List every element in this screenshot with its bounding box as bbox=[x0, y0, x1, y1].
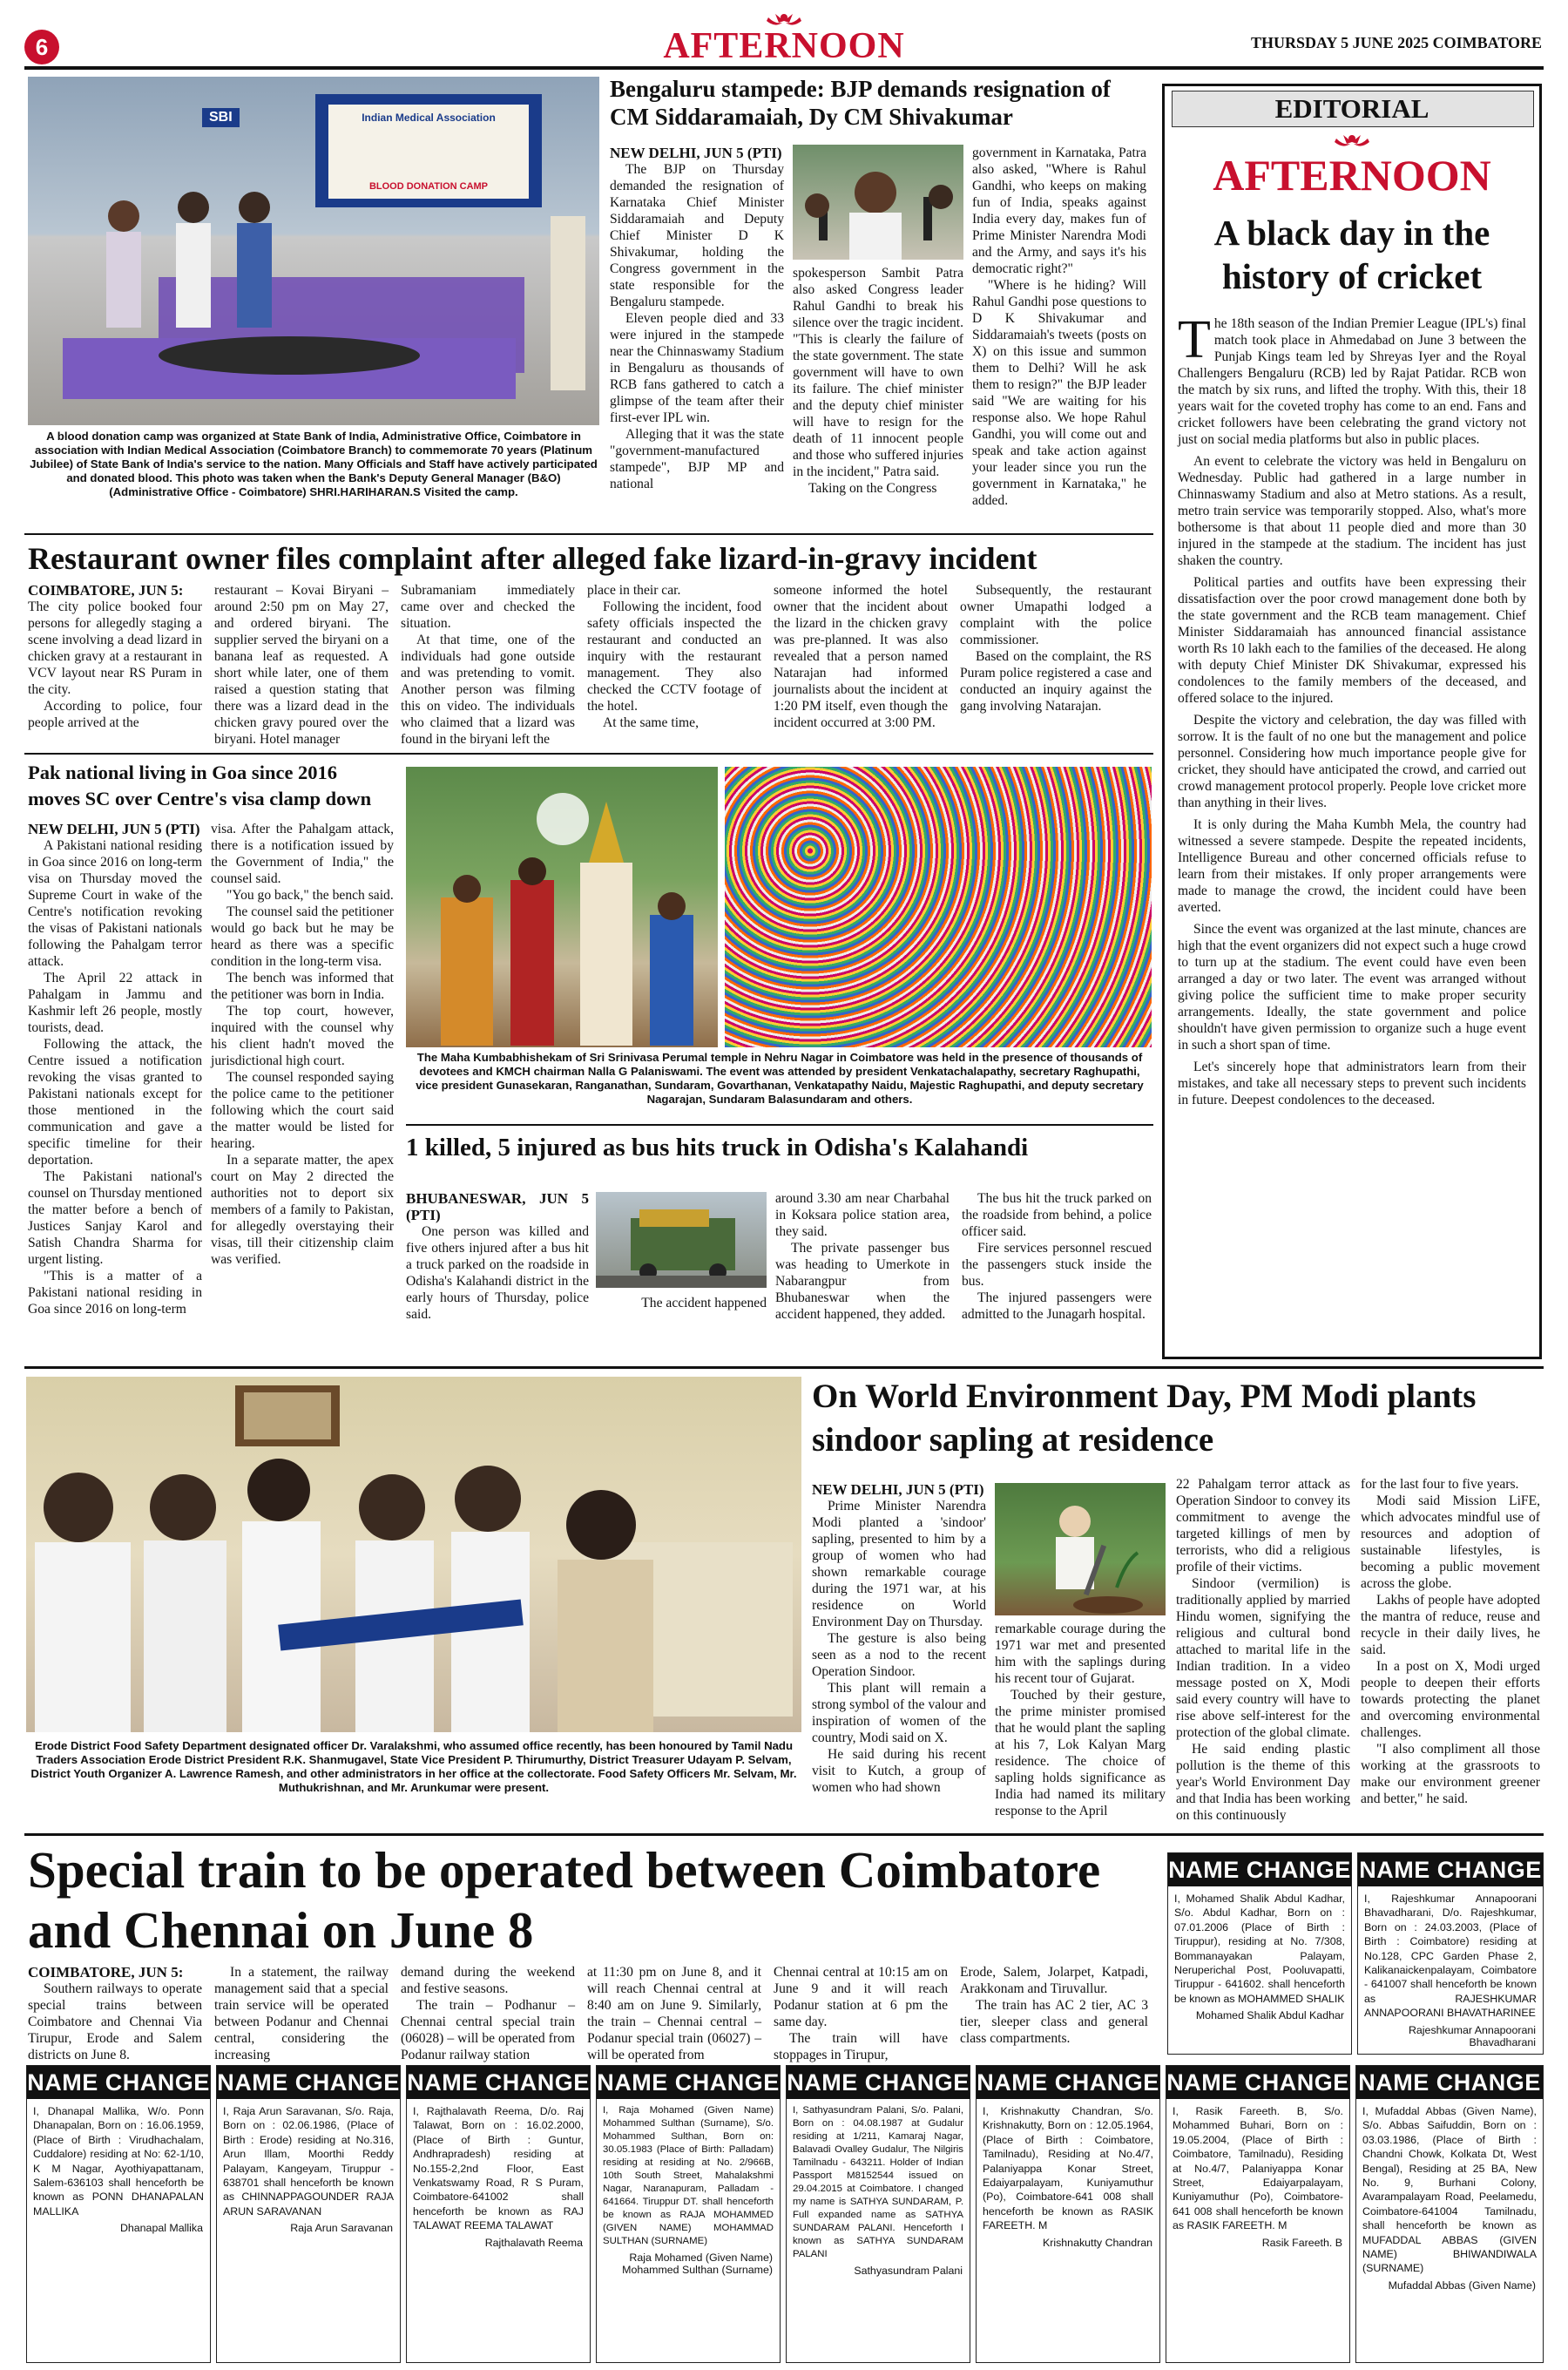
bus-para: Fire services personnel rescued the passengers stuck inside the bus. bbox=[962, 1241, 1152, 1289]
train-para: Erode, Salem, Jolarpet, Katpadi, Arakkonam and Tiruvallur. bbox=[960, 1965, 1148, 1996]
modi-col4 bbox=[1361, 1476, 1540, 1807]
erode-caption: Erode District Food Safety Department designated officer Dr. Varalakshmi, who assumed office recently, has been honoured by Tamil Nadu Traders Association Erode District President R.K. Shanmugavel, State Vice President P. Thirumurthy, District Treasurer Udayam P. Selvam, District Youth Organizer A. Lawrence Ramesh, and other administrators in her office at the collectorate. Food Safety Officers Mr. Selvam, Mr. Muthukrishnan, and Mr. Arunkumar were present. bbox=[30, 1739, 797, 1794]
section-rule bbox=[24, 1833, 1544, 1836]
name-change-ad bbox=[26, 2065, 211, 2363]
name-change-title: NAME CHANGE bbox=[787, 2066, 970, 2099]
modi-para: The gesture is also being seen as a nod to the recent Operation Sindoor. bbox=[812, 1631, 986, 1679]
lizard-para: At the same time, bbox=[603, 715, 699, 730]
lizard-col2 bbox=[214, 582, 389, 748]
name-change-signature: Mohamed Shalik Abdul Kadhar bbox=[1195, 2009, 1344, 2022]
name-change-title: NAME CHANGE bbox=[217, 2066, 400, 2099]
modi-para: 22 Pahalgam terror attack as Operation Sindoor to convey its commitment to avenge the targeted killings of men by terrorists, who did a religious profile of their victims. bbox=[1176, 1477, 1350, 1574]
name-change-ad bbox=[976, 2065, 1160, 2363]
blood-camp-photo bbox=[28, 77, 599, 425]
erode-photo bbox=[26, 1377, 801, 1732]
pak-col2 bbox=[211, 821, 394, 1268]
bus-para: One person was killed and five others injured after a bus hit a truck parked on the roadside in Odisha's Kalahandi district in the early hours of Thursday, police said. bbox=[406, 1224, 589, 1322]
name-change-title: NAME CHANGE bbox=[27, 2066, 210, 2099]
modi-para: Touched by their gesture, the prime minister promised that he would plant the sapling at his 7, Lok Kalyan Marg residence. The choice of sapling holds significance as India had named its military response to the April bbox=[995, 1688, 1166, 1818]
editorial-drop-cap: T bbox=[1178, 310, 1211, 369]
name-change-ad bbox=[216, 2065, 401, 2363]
name-change-title: NAME CHANGE bbox=[597, 2066, 780, 2099]
name-change-ad bbox=[1357, 1852, 1544, 2055]
name-change-title: NAME CHANGE bbox=[977, 2066, 1159, 2099]
lizard-para: place in their car. bbox=[587, 583, 681, 598]
lizard-col4 bbox=[587, 582, 761, 731]
pak-para: Following the attack, the Centre issued a notification revoking the visas granted to Pakistani nationals except for those mentioned in the communication and gave a specific timeline for their deportation. bbox=[28, 1037, 202, 1168]
bus-headline: 1 killed, 5 injured as bus hits truck in Odisha's Kalahandi bbox=[406, 1134, 1029, 1161]
train-col5 bbox=[774, 1964, 948, 2063]
lizard-para: Based on the complaint, the RS Puram police registered a case and conducted an inquiry against the gang involving Natarajan. bbox=[960, 649, 1152, 714]
train-para: The train will have stoppages in Tirupur, bbox=[774, 2031, 948, 2062]
name-change-ad bbox=[786, 2065, 970, 2363]
train-para: Chennai central at 10:15 am on June 9 and it will reach Podanur station at 6 pm the same day. bbox=[774, 1965, 948, 2029]
bjp-col3 bbox=[972, 145, 1146, 509]
name-change-signature: Rajthalavath Reema bbox=[484, 2236, 583, 2249]
bjp-headline: Bengaluru stampede: BJP demands resignation of CM Siddaramaiah, Dy CM Shivakumar bbox=[610, 76, 1111, 130]
name-change-body: I, Raja Mohamed (Given Name) Mohammed Sulthan (Surname), S/o. Mohammed Sulthan, Born on: 30.05.1983 (Place of Birth: Palladam) residing at residing at No. 2/966B, 10th South Street, Mahalakshmi Nagar, Naranapuram, Palladam - 641664. Tiruppur DT. shall henceforth be known as RAJA MOHAMMED (GIVEN NAME) MOHAMMAD SULTHAN (SURNAME) bbox=[603, 2105, 774, 2246]
pak-col1 bbox=[28, 821, 202, 1317]
train-para: at 11:30 pm on June 8, and it will reach Chennai central at 8:40 am on June 9. Similarly, the train – Chennai central – Podanur special train (06027) – will be operated from bbox=[587, 1965, 761, 2062]
name-change-body: I, Mufaddal Abbas (Given Name), S/o. Abbas Saifuddin, Born on : 03.03.1986, (Place of Birth : Chandni Chowk, Kolkata Dt, West Bengal), Residing at 25 BA, New No. 9, Burhani Colony, Avarampalayam Road, Peelamedu, Coimbatore-641004 Tamilnadu, shall henceforth be known as MUFADDAL ABBAS (GIVEN NAME) BHIWANDIWALA (SURNAME) bbox=[1362, 2105, 1537, 2275]
temple-photo-left bbox=[406, 767, 718, 1047]
train-para: demand during the weekend and festive seasons. bbox=[401, 1965, 575, 1996]
train-para: The train has AC 2 tier, AC 3 tier, sleeper class and general class compartments. bbox=[960, 1998, 1148, 2046]
pak-para: The Pakistani national's counsel on Thursday mentioned the matter before a bench of Justices Sanjay Karol and Satish Chandra Sharma for urgent listing. bbox=[28, 1169, 202, 1267]
bjp-para: "Where is he hiding? Will Rahul Gandhi pose questions to D K Shivakumar and Siddaramaiah's tweets (posts on X) on this issue and summon them to Delhi? Will he ask them to resign?" the BJP leader said "We are waiting for his response also. We hope Rahul Gandhi, you will come out and speak and take action against your leader since you run the government in Karnataka," he added. bbox=[972, 278, 1146, 508]
lizard-col6 bbox=[960, 582, 1152, 714]
bus-dateline: BHUBANESWAR, JUN 5 (PTI) bbox=[406, 1190, 589, 1223]
modi-para: "I also compliment all those working at the grassroots to make our environment greener and better," he said. bbox=[1361, 1742, 1540, 1806]
name-change-title: NAME CHANGE bbox=[1168, 1853, 1351, 1886]
modi-para: Prime Minister Narendra Modi planted a 'sindoor' sapling, presented to him by a group of women who had shown remarkable courage during the 1971 war, at his residence on World Environment Day on Thursday. bbox=[812, 1499, 986, 1629]
name-change-title: NAME CHANGE bbox=[407, 2066, 590, 2099]
name-change-body: I, Rasik Fareeth. B, S/o. Mohammed Buhari, Born on : 19.05.2004, (Place of Birth : Coimbatore, Tamilnadu), Residing at No.4/7, Palaniyappa Konar Street, Edaiyarpalayam, Kuniyamuthur (Po), Coimbatore-641 008 shall henceforth be known as RASIK FAREETH. M bbox=[1173, 2105, 1343, 2232]
name-change-signature: Raja Mohamed (Given Name) Mohammed Sulthan (Surname) bbox=[622, 2252, 773, 2276]
name-change-ad bbox=[1166, 2065, 1350, 2363]
pak-para: "You go back," the bench said. bbox=[226, 888, 394, 903]
bus-para: around 3.30 am near Charbahal in Koksara police station area, they said. bbox=[775, 1191, 950, 1239]
bjp-para: Eleven people died and 33 were injured in the stampede near the Chinnaswamy Stadium in Bengaluru as thousands of RCB fans gathered to catch a glimpse of the team after their first-ever IPL win. bbox=[610, 311, 784, 425]
lizard-col3 bbox=[401, 582, 575, 748]
lizard-col1 bbox=[28, 582, 202, 731]
lizard-para: Subsequently, the restaurant owner Umapathi lodged a complaint with the police commissioner. bbox=[960, 583, 1152, 647]
name-change-ad bbox=[596, 2065, 781, 2363]
bjp-para: Taking on the Congress bbox=[808, 481, 937, 496]
name-change-title: NAME CHANGE bbox=[1166, 2066, 1349, 2099]
modi-para: He said ending plastic pollution is the theme of this year's World Environment Day and that India has been working on this continuously bbox=[1176, 1742, 1350, 1823]
modi-para: This plant will remain a strong symbol of the valour and inspiration of women of the country, Modi said on X. bbox=[812, 1681, 986, 1745]
masthead-brand: AFTERNOON bbox=[663, 26, 905, 66]
train-headline: Special train to be operated between Coimbatore and Chennai on June 8 bbox=[28, 1841, 1101, 1959]
editorial-brand: AFTERNOON bbox=[1213, 151, 1491, 200]
pak-dateline: NEW DELHI, JUN 5 (PTI) bbox=[28, 821, 200, 837]
lizard-para: Subramaniam immediately came over and checked the situation. bbox=[401, 583, 575, 631]
train-col3 bbox=[401, 1964, 575, 2063]
name-change-signature: Dhanapal Mallika bbox=[119, 2222, 203, 2235]
bjp-dateline: NEW DELHI, JUN 5 (PTI) bbox=[610, 145, 782, 161]
name-change-title: NAME CHANGE bbox=[1358, 1853, 1543, 1886]
bjp-para: The BJP on Thursday demanded the resignation of Karnataka Chief Minister Siddaramaiah and Deputy Chief Minister D K Shivakumar, holding the Congress government in the state responsible for the Bengaluru stampede. bbox=[610, 162, 784, 309]
modi-col1 bbox=[812, 1481, 986, 1796]
editorial-body bbox=[1178, 310, 1526, 1108]
pak-para: The counsel responded saying the police came to the petitioner following which the court said the matter would be listed for hearing. bbox=[211, 1070, 394, 1151]
bus-para: The private passenger bus was heading to Umerkote in Nabarangpur from Bhubaneswar when the accident happened, they added. bbox=[775, 1241, 950, 1322]
name-change-signature: Rasik Fareeth. B bbox=[1261, 2236, 1342, 2249]
modi-para: In a post on X, Modi urged people to deepen their efforts towards protecting the planet and overcoming environmental challenges. bbox=[1361, 1659, 1540, 1740]
temple-caption: The Maha Kumbabhishekam of Sri Srinivasa Perumal temple in Nehru Nagar in Coimbatore was held in the presence of thousands of devotees and KMCH chairman Nalla G Palaniswami. The event was attended by president Venkatachalapathy, secretary Raghupathi, vice president Gunasekaran, Ranganathan, Sundaram, Govarthanan, Venkatapathy Naidu, Majestic Raghupathi, and deputy secretary Nagarajan, Sundaram Balasundaram and others. bbox=[416, 1051, 1144, 1106]
date-line: THURSDAY 5 JUNE 2025 COIMBATORE bbox=[1250, 34, 1542, 51]
section-rule bbox=[24, 1366, 1544, 1369]
pak-para: In a separate matter, the apex court on May 2 directed the authorities not to deport six members of a family to Pakistan, for allegedly overstaying their visas, till their citizenship claim was verified. bbox=[211, 1153, 394, 1267]
name-change-signature: Sathyasundram Palani bbox=[854, 2265, 963, 2277]
train-dateline: COIMBATORE, JUN 5: bbox=[28, 1964, 184, 1981]
editorial-para: Despite the victory and celebration, the day was filled with sorrow. It is the fault of no one but the management and police personnel. Considering how much importance people give for cricket, they should have anticipated the crowd, and carried out crowd management protocol properly. People love cricket more than anything in their lives. bbox=[1178, 713, 1526, 810]
train-para: The train – Podhanur – Chennai central special train (06028) – will be operated from Podanur railway station bbox=[401, 1998, 575, 2062]
name-change-ad bbox=[406, 2065, 591, 2363]
editorial-label: EDITORIAL bbox=[1274, 93, 1429, 124]
editorial-para: Since the event was organized at the last minute, chances are high that the event organizers did not expect such a huge crowd to turn up at the stadium. The event could have even been arranged a day or two later. The event was arranged without giving police the sufficient time to make proper security arrangements. Ideally, the state government and police shouldn't have given permission to organize such a huge event in such a short span of time. bbox=[1178, 922, 1526, 1053]
modi-para: remarkable courage during the 1971 war met and presented him with the saplings during his recent tour of Gujarat. bbox=[995, 1622, 1166, 1686]
bus-para: The injured passengers were admitted to the Junagarh hospital. bbox=[962, 1290, 1152, 1322]
bjp-col1 bbox=[610, 145, 784, 492]
modi-para: Lakhs of people have adopted the mantra of reduce, reuse and recycle in their daily lives, he said. bbox=[1361, 1593, 1540, 1657]
pak-para: A Pakistani national residing in Goa since 2016 on long-term visa on Thursday moved the Supreme Court in wake of the Centre's notification revoking the visas of Pakistani nationals following the Pahalgam terror attack. bbox=[28, 838, 202, 969]
name-change-signature: Krishnakutty Chandran bbox=[1042, 2236, 1152, 2249]
editorial-para: Let's sincerely hope that administrators learn from their mistakes, and take all necessary steps to prevent such incidents in future. Deepest condolences to the deceased. bbox=[1178, 1060, 1526, 1107]
editorial-logo-ornament bbox=[1324, 132, 1380, 152]
modi-col3 bbox=[1176, 1476, 1350, 1824]
editorial-para: Political parties and outfits have been expressing their dissatisfaction over the poor crowd management done both by the state government and the RCB team management. Chief Minister Siddaramaiah has announced financial assistance worth Rs 10 lakh each to the families of the deceased. He along with deputy Chief Minister DK Shivakumar, expressed his condolences to the family members of the deceased, and offered solace to the injured. bbox=[1178, 575, 1526, 706]
page-number-badge: 6 bbox=[24, 30, 59, 64]
editorial-para: An event to celebrate the victory was held in Bengaluru on Wednesday. Public had gathered in a large number in Chinnaswamy Stadium and also at Metro stations. As a result, metro train service was temporarily stopped. Also, what's more bothersome is that about 11 people died and more than 30 injured in the stampede at the stadium. The incident has just shaken the country. bbox=[1178, 454, 1526, 568]
bjp-photo bbox=[793, 145, 963, 260]
bus-col2 bbox=[775, 1190, 950, 1323]
section-rule bbox=[24, 753, 1153, 755]
bus-para: The bus hit the truck parked on the roadside from behind, a police officer said. bbox=[962, 1191, 1152, 1239]
train-para: In a statement, the railway management said that a special train service will be operated between Podanur and Chennai central, considering the increasing bbox=[214, 1965, 389, 2062]
blood-camp-banner-ima: Indian Medical Association bbox=[362, 112, 496, 124]
name-change-body: I, Krishnakutty Chandran, S/o. Krishnakutty, Born on : 12.05.1964, (Place of Birth : Coimbatore, Tamilnadu), Residing at No.4/7, Palaniyappa Konar Street, Edaiyarpalayam, Kuniyamuthur (Po), Coimbatore-641 008 shall henceforth be known as RASIK FAREETH. M bbox=[983, 2105, 1153, 2232]
lizard-para: restaurant – Kovai Biryani – around 2:50 pm on May 27, and ordered biryani. The supplier served the biryani on a banana leaf as requested. A short while later, one of them raised a question stating that there was a lizard dead in the chicken gravy poured over the biryani. Hotel manager bbox=[214, 583, 389, 747]
modi-dateline: NEW DELHI, JUN 5 (PTI) bbox=[812, 1481, 984, 1498]
name-change-ad bbox=[1167, 1852, 1352, 2055]
editorial-para: It is only during the Maha Kumbh Mela, the country had witnessed a severe stampede. Despite the repeated incidents, Intelligence Bureau and other concerned officials refuse to learn from their mistakes. If only proper arrangements were made to manage the crowd, the incident could have been averted. bbox=[1178, 817, 1526, 915]
editorial-headline: A black day in the history of cricket bbox=[1213, 213, 1490, 296]
name-change-body: I, Rajeshkumar Annapoorani Bhavadharani, D/o. Rajeshkumar, Born on : 24.03.2003, (Place of Birth : Coimbatore) residing at No.128, CPC Garden Phase 2, Kalikanaickenpalayam, Coimbatore - 641007 shall henceforth be known as RAJESHKUMAR ANNAPOORANI BHAVATHARINEE bbox=[1364, 1893, 1537, 2020]
pak-headline: Pak national living in Goa since 2016 moves SC over Centre's visa clamp down bbox=[28, 762, 372, 809]
pak-para: visa. After the Pahalgam attack, there is a notification issued by the Government of India," the counsel said. bbox=[211, 822, 394, 886]
modi-para: He said during his recent visit to Kutch, a group of women who had shown bbox=[812, 1747, 986, 1795]
pak-para: The top court, however, inquired with the counsel why his client hadn't moved the jurisdictional high court. bbox=[211, 1004, 394, 1068]
modi-headline: On World Environment Day, PM Modi plants sindoor sapling at residence bbox=[812, 1378, 1477, 1459]
bus-photo-caption: The accident happened bbox=[641, 1296, 767, 1310]
lizard-para: According to police, four people arrived at the bbox=[28, 699, 202, 730]
name-change-body: I, Sathyasundram Palani, S/o. Palani, Born on : 04.08.1987 at Gudalur residing at 1/211, Kamaraj Nagar, Balavadi Ovalley Gudalur, The Nilgiris Tamilnadu - 643211. Holder of Indian Passport M8152544 issued on 29.04.2015 at Coimbatore. I changed my name is SATHYA SUNDARAM, P. Full expanded name as SATHYA SUNDARAM PALANI. Henceforth I known as SATHYA SUNDARAM PALANI bbox=[793, 2105, 963, 2259]
bus-photo bbox=[596, 1192, 767, 1288]
bjp-para: spokesperson Sambit Patra also asked Congress leader Rahul Gandhi to break his silence over the tragic incident. "This is clearly the failure of the state government. The state government will have to own its failure. The chief minister and the deputy chief minister will have to resign for the death of 11 innocent people and those who suffered injuries in the incident," Patra said. bbox=[793, 266, 963, 479]
blood-camp-caption: A blood donation camp was organized at State Bank of India, Administrative Office, Coimbatore in association with Indian Medical Association (Coimbatore Branch) to commemorate 70 years (Platinum Jubilee) of State Bank of India's service to the nation. Many Officials and Staff have actively participated and donated blood. This photo was taken when the Bank's Deputy General Manager (B&O) (Administrative Office - Coimbatore) SHRI.HARIHARAN.S Visited the camp. bbox=[30, 430, 598, 498]
name-change-signature: Rajeshkumar Annapoorani Bhavadharani bbox=[1408, 2023, 1536, 2048]
train-col4 bbox=[587, 1964, 761, 2063]
name-change-ad bbox=[1355, 2065, 1544, 2363]
lizard-para: Following the incident, food safety officials inspected the restaurant and conducted an inquiry with the restaurant management. They also checked the CCTV footage of the hotel. bbox=[587, 599, 761, 714]
train-col2 bbox=[214, 1964, 389, 2063]
blood-camp-banner-title: BLOOD DONATION CAMP bbox=[368, 181, 489, 192]
temple-photo-crowd bbox=[725, 767, 1152, 1047]
pak-para: "This is a matter of a Pakistani national residing in Goa since 2016 on long-term bbox=[28, 1269, 202, 1317]
modi-col2 bbox=[995, 1621, 1166, 1819]
lizard-para: At that time, one of the individuals had gone outside and was pretending to vomit. Another person was filming this on video. The individuals who claimed that a lizard was found in the biryani left the bbox=[401, 633, 575, 747]
bjp-para: government in Karnataka, Patra also asked, "Where is Rahul Gandhi, who keeps on making fun of India, speaks against India every day, makes fun of Prime Minister Narendra Modi and the Army, and says it's his democratic right?" bbox=[972, 146, 1146, 276]
pak-para: The counsel said the petitioner would go back but he may be heard as there was a specific condition in the long-term visa. bbox=[211, 904, 394, 969]
name-change-body: I, Rajthalavath Reema, D/o. Raj Talawat, Born on : 16.02.2000, (Place of Birth : Guntur, Andhrapradesh) residing at No.155-2,2nd Floor, East Venkatswamy Road, R S Puram, Coimbatore-641002 shall henceforth be known as RAJ TALAWAT REEMA TALAWAT bbox=[413, 2105, 584, 2232]
bjp-para: Alleging that it was the state "government-manufactured stampede", BJP MP and national bbox=[610, 427, 784, 491]
modi-para: for the last four to five years. bbox=[1361, 1477, 1519, 1492]
name-change-body: I, Dhanapal Mallika, W/o. Ponn Dhanapalan, Born on : 16.06.1959, (Place of Birth : Virudhachalam, Cuddalore) residing at No: 62-1/10, K M Nagar, Ayothiyapattanam, Salem-636103 shall henceforth be known as PONN DHANAPALAN MALLIKA bbox=[33, 2105, 204, 2218]
section-rule bbox=[24, 533, 1153, 535]
lizard-headline: Restaurant owner files complaint after alleged fake lizard-in-gravy incident bbox=[28, 541, 1037, 576]
lizard-col5 bbox=[774, 582, 948, 731]
name-change-signature: Raja Arun Saravanan bbox=[290, 2222, 393, 2235]
lizard-dateline: COIMBATORE, JUN 5: bbox=[28, 582, 184, 599]
train-col6 bbox=[960, 1964, 1148, 2047]
name-change-signature: Mufaddal Abbas (Given Name) bbox=[1388, 2279, 1536, 2292]
bjp-col2 bbox=[793, 265, 963, 497]
pak-para: The bench was informed that the petitioner was born in India. bbox=[211, 971, 394, 1002]
masthead-rule bbox=[24, 66, 1544, 70]
modi-para: Modi said Mission LiFE, which advocates mindful use of resources and adoption of sustainable lifestyles, is becoming a public movement across the globe. bbox=[1361, 1493, 1540, 1591]
editorial-para: he 18th season of the Indian Premier League (IPL's) final match took place in Ahmedabad on June 3 between the Punjab Kings team led by Shreyas Iyer and the Royal Challengers Bengaluru (RCB) led by Rajat Patidar. RCB won the match by six runs, and lifted the trophy. With this, their 18 years wait for the coveted trophy has come to an end. Fans and cricket followers have been celebrating the grand victory not just on social media platforms but also in public places. bbox=[1178, 316, 1526, 447]
section-rule bbox=[406, 1124, 1153, 1126]
train-para: Southern railways to operate special trains between Coimbatore and Chennai Via Tirupur, Erode and Salem districts on June 8. bbox=[28, 1981, 202, 2062]
lizard-para: The city police booked four persons for allegedly staging a scene involving a dead lizard in chicken gravy at a restaurant in VCV layout near RS Puram in the city. bbox=[28, 599, 202, 697]
blood-camp-banner-sbi: SBI bbox=[202, 108, 240, 127]
train-col1 bbox=[28, 1964, 202, 2063]
bus-col1 bbox=[406, 1190, 589, 1323]
lizard-para: someone informed the hotel owner that the incident about the lizard in the chicken gravy was pre-planned. It was also revealed that a person named Natarajan had informed journalists about the incident at 1:20 PM itself, even though the incident occurred at 3:00 PM. bbox=[774, 583, 948, 730]
modi-photo bbox=[995, 1483, 1166, 1615]
modi-para: Sindoor (vermilion) is traditionally applied by married Hindu women, signifying the religious and cultural bond attached to marital life in the Indian tradition. In a video message posted on X, Modi said every country will have to rise above self-interest for the protection of the global climate. bbox=[1176, 1576, 1350, 1740]
name-change-title: NAME CHANGE bbox=[1356, 2066, 1543, 2099]
pak-para: The April 22 attack in Pahalgam in Jammu and Kashmir left 26 people, mostly tourists, dead. bbox=[28, 971, 202, 1035]
name-change-body: I, Mohamed Shalik Abdul Kadhar, S/o. Abdul Kadhar, Born on : 07.01.2006 (Place of Birth : Tiruppur), residing at No. 7/308, Bommanayakan Palayam, Neruperichal Post, Pooluvapatti, Tiruppur - 641602. shall henceforth be known as MOHAMMED SHALIK bbox=[1174, 1893, 1345, 2005]
bus-col3 bbox=[962, 1190, 1152, 1323]
name-change-body: I, Raja Arun Saravanan, S/o. Raja, Born on : 02.06.1986, (Place of Birth : Erode) residing at No.316, Arun Illam, Moorthi Reddy Palayam, Kangeyam, Tiruppur - 638701 shall henceforth be known as CHINNAPPAGOUNDER RAJA ARUN SARAVANAN bbox=[223, 2105, 394, 2218]
